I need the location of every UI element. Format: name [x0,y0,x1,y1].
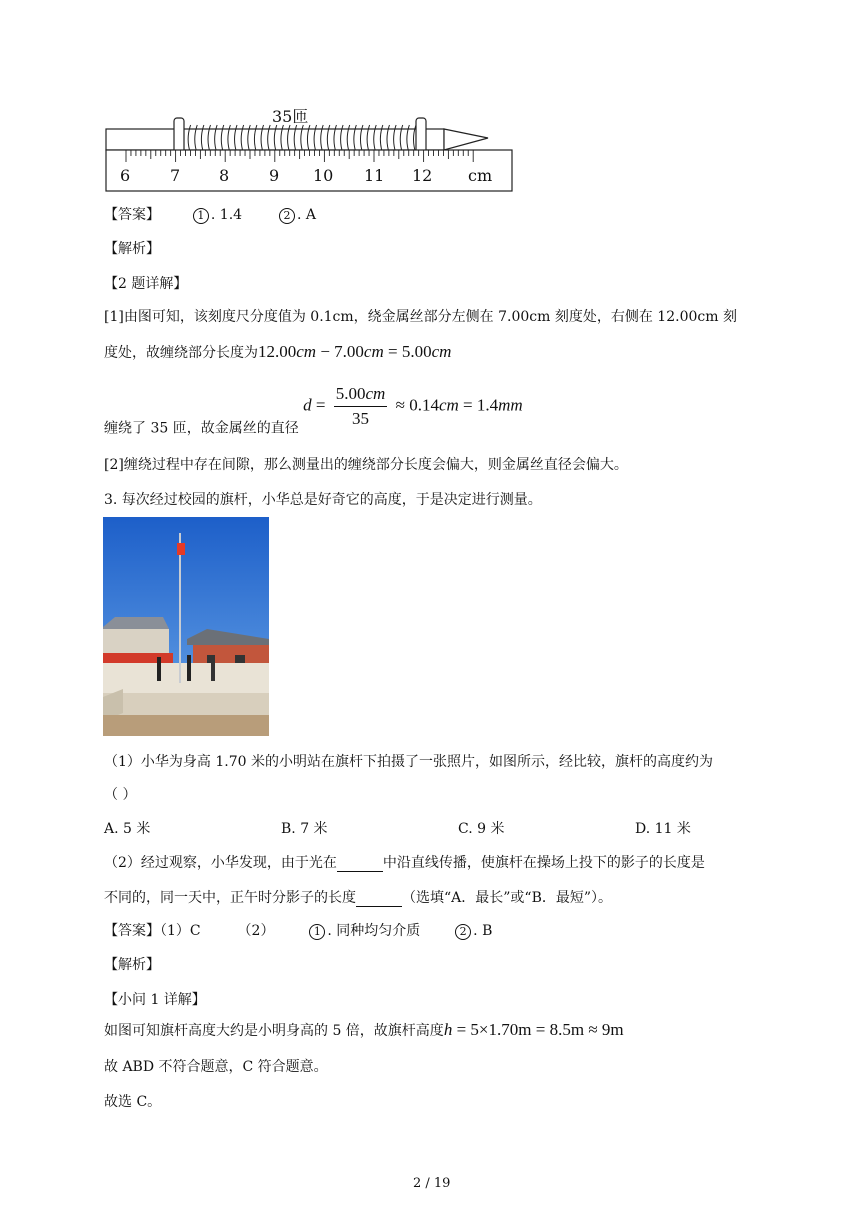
q2-paragraph-2 [104,384,523,438]
tick-label-11: 11 [364,166,385,185]
tick-label-8: 8 [219,166,230,185]
circled-number-1: 1 [309,924,325,940]
diameter-formula: d = $\frac{5.00cm}{35}$ ≈ 0.14cm = 1.4mm [303,384,523,428]
length-formula: 12.00cm − 7.00cm = 5.00cm [258,342,452,361]
q3-stem: 3. 每次经过校园的旗杆，小华总是好奇它的高度，于是决定进行测量。 [104,492,542,508]
q3-option-b: B. 7 米 [281,821,328,837]
q2-detail-label: 【2 题详解】 [104,276,188,292]
height-formula: h = 5×1.70m = 8.5m ≈ 9m [443,1020,624,1039]
q3-analysis-label: 【解析】 [104,957,160,973]
q2-diameter-text: 缠绕了 35 匝，故金属丝的直径 [104,420,299,437]
q3-option-a: A. 5 米 [104,821,151,837]
answer-part-2: （2） [237,923,275,939]
q3-sub2-line1: （2）经过观察，小华发现，由于光在 中沿直线传播，使旗杆在操场上投下的影子的长度是 [104,855,705,871]
answer-label: 【答案】 [104,923,160,939]
q2-analysis-label: 【解析】 [104,241,160,257]
q2-paragraph-1-cont [104,342,451,362]
tick-label-unit: cm [468,166,493,185]
tick-label-6: 6 [120,166,131,185]
answer-2: . A [296,207,316,223]
tick-label-7: 7 [170,166,181,185]
flagpole-photo [103,517,269,736]
coiled-wire-ruler-drawing [100,100,520,196]
answer-label: 【答案】 [104,207,160,223]
q3-sub1-line2: （ ） [104,787,137,803]
tick-label-10: 10 [313,166,334,185]
fill-blank-1 [337,857,383,872]
q2-paragraph-3: [2]缠绕过程中存在间隙，那么测量出的缠绕部分长度会偏大，则金属丝直径会偏大。 [104,457,628,473]
answer-part-1: （1）C [160,923,201,939]
q3-sub2-line2: 不同的，同一天中，正午时分影子的长度 （选填“A．最长”或“B．最短”）。 [104,890,613,906]
answer-2-1: . 同种均匀介质 [327,923,421,939]
q3-answer-line [104,920,492,940]
q3-conclusion-1: 故 ABD 不符合题意，C 符合题意。 [104,1059,328,1075]
coil-count-label: 35匝 [272,107,309,126]
answer-2-2: . B [473,923,493,939]
q2-answer-line [104,204,316,224]
q3-conclusion-2: 故选 C。 [104,1094,162,1110]
ruler-figure [100,100,520,196]
q3-option-d: D. 11 米 [635,821,691,837]
circled-number-2: 2 [279,208,295,224]
q3-detail-line: 如图可知旗杆高度大约是小明身高的 5 倍，故旗杆高度h = 5×1.70m = 8.5m ≈ 9m [104,1020,624,1039]
q3-detail-label: 【小问 1 详解】 [104,992,206,1008]
page-number: 2 / 19 [413,1176,451,1191]
q2-length-text: 度处，故缠绕部分长度为 [104,345,258,361]
q3-option-c: C. 9 米 [458,821,505,837]
tick-label-9: 9 [269,166,280,185]
circled-number-1: 1 [193,208,209,224]
answer-1: . 1.4 [210,207,243,223]
tick-label-12: 12 [412,166,433,185]
circled-number-2: 2 [455,924,471,940]
q2-paragraph-1: [1]由图可知，该刻度尺分度值为 0.1cm，绕金属丝部分左侧在 7.00cm 刻度处，右侧在 12.00cm 刻 [104,309,737,325]
fill-blank-2 [356,892,402,907]
q3-sub1-line1: （1）小华为身高 1.70 米的小明站在旗杆下拍摄了一张照片，如图所示，经比较，旗杆的高度约为 [104,754,713,770]
